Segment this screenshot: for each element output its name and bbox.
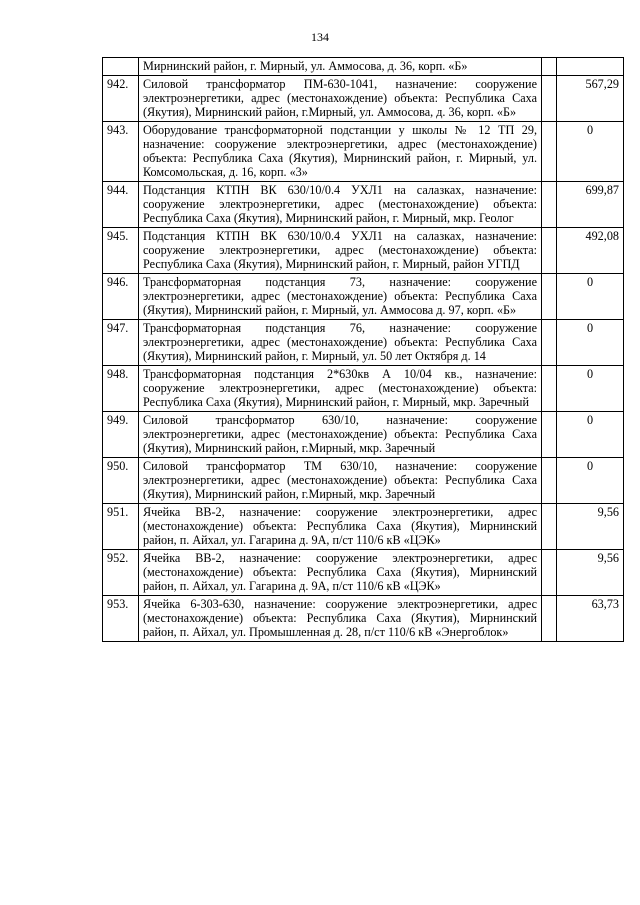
row-value: 0 (557, 366, 624, 412)
row-description: Ячейка 6-303-630, назначение: сооружение электроэнергетики, адрес (местонахождение) объекта: Республика Саха (Якутия), Мирнинский район, п. Айхал, ул. Промышленная д. 28, п/ст 110/6 кВ «Энергоблок» (139, 596, 542, 642)
row-description: Мирнинский район, г. Мирный, ул. Аммосова, д. 36, корп. «Б» (139, 58, 542, 76)
row-description: Ячейка ВВ-2, назначение: сооружение электроэнергетики, адрес (местонахождение) объекта: Республика Саха (Якутия), Мирнинский район, п. Айхал, ул. Гагарина д. 9А, п/ст 110/6 кВ «ЦЭК» (139, 550, 542, 596)
row-value: 9,56 (557, 504, 624, 550)
table-row (103, 228, 624, 274)
row-value: 0 (557, 122, 624, 182)
spacer-cell (542, 182, 557, 228)
spacer-cell (542, 504, 557, 550)
table-row (103, 458, 624, 504)
row-number: 949. (103, 412, 139, 458)
row-number: 953. (103, 596, 139, 642)
spacer-cell (542, 596, 557, 642)
page-number: 134 (311, 30, 329, 44)
row-description: Подстанция КТПН ВК 630/10/0.4 УХЛ1 на салазках, назначение: сооружение электроэнергетики, адрес (местонахождение) объекта: Республика Саха (Якутия), Мирнинский район, г. Мирный, район УГПД (139, 228, 542, 274)
table-row (103, 550, 624, 596)
row-number: 947. (103, 320, 139, 366)
row-number: 948. (103, 366, 139, 412)
table-row (103, 412, 624, 458)
spacer-cell (542, 550, 557, 596)
row-description: Подстанция КТПН ВК 630/10/0.4 УХЛ1 на салазках, назначение: сооружение электроэнергетики, адрес (местонахождение) объекта: Республика Саха (Якутия), Мирнинский район, г. Мирный, мкр. Геолог (139, 182, 542, 228)
row-number: 944. (103, 182, 139, 228)
row-number: 946. (103, 274, 139, 320)
row-value (557, 58, 624, 76)
row-number: 952. (103, 550, 139, 596)
row-description: Силовой трансформатор ПМ-630-1041, назначение: сооружение электроэнергетики, адрес (местонахождение) объекта: Республика Саха (Якутия), Мирнинский район, г.Мирный, ул. Аммосова, д. 36, корп. «Б» (139, 76, 542, 122)
table-row (103, 122, 624, 182)
row-value: 567,29 (557, 76, 624, 122)
row-value: 0 (557, 412, 624, 458)
row-number: 942. (103, 76, 139, 122)
row-value: 0 (557, 274, 624, 320)
table-row (103, 274, 624, 320)
row-number: 943. (103, 122, 139, 182)
row-number (103, 58, 139, 76)
row-value: 492,08 (557, 228, 624, 274)
spacer-cell (542, 412, 557, 458)
row-value: 0 (557, 458, 624, 504)
row-value: 699,87 (557, 182, 624, 228)
row-number: 945. (103, 228, 139, 274)
row-description: Силовой трансформатор 630/10, назначение: сооружение электроэнергетики, адрес (местонахождение) объекта: Республика Саха (Якутия), Мирнинский район, г.Мирный, мкр. Заречный (139, 412, 542, 458)
spacer-cell (542, 122, 557, 182)
property-registry-table (102, 57, 624, 642)
table-row (103, 596, 624, 642)
spacer-cell (542, 274, 557, 320)
spacer-cell (542, 228, 557, 274)
spacer-cell (542, 58, 557, 76)
table-row (103, 320, 624, 366)
row-value: 63,73 (557, 596, 624, 642)
table-row (103, 76, 624, 122)
spacer-cell (542, 76, 557, 122)
table-row (103, 182, 624, 228)
row-description: Трансформаторная подстанция 2*630кв А 10/04 кв., назначение: сооружение электроэнергетики, адрес (местонахождение) объекта: Республика Саха (Якутия), Мирнинский район, г. Мирный, мкр. Заречный (139, 366, 542, 412)
table-row (103, 366, 624, 412)
table-row (103, 504, 624, 550)
row-description: Ячейка ВВ-2, назначение: сооружение электроэнергетики, адрес (местонахождение) объекта: Республика Саха (Якутия), Мирнинский район, п. Айхал, ул. Гагарина д. 9А, п/ст 110/6 кВ «ЦЭК» (139, 504, 542, 550)
row-description: Силовой трансформатор ТМ 630/10, назначение: сооружение электроэнергетики, адрес (местонахождение) объекта: Республика Саха (Якутия), Мирнинский район, г.Мирный, мкр. Заречный (139, 458, 542, 504)
table-row (103, 58, 624, 76)
spacer-cell (542, 320, 557, 366)
row-value: 0 (557, 320, 624, 366)
row-description: Трансформаторная подстанция 76, назначение: сооружение электроэнергетики, адрес (местонахождение) объекта: Республика Саха (Якутия), Мирнинский район, г. Мирный, ул. 50 лет Октября д. 14 (139, 320, 542, 366)
row-value: 9,56 (557, 550, 624, 596)
row-number: 951. (103, 504, 139, 550)
row-number: 950. (103, 458, 139, 504)
row-description: Оборудование трансформаторной подстанции у школы № 12 ТП 29, назначение: сооружение электроэнергетики, адрес (местонахождение) объекта: Республика Саха (Якутия), Мирнинский район, г. Мирный, ул. Комсомольская, д. 16, корп. «3» (139, 122, 542, 182)
row-description: Трансформаторная подстанция 73, назначение: сооружение электроэнергетики, адрес (местонахождение) объекта: Республика Саха (Якутия), Мирнинский район, г. Мирный, ул. Аммосова д. 97, корп. «Б» (139, 274, 542, 320)
spacer-cell (542, 366, 557, 412)
spacer-cell (542, 458, 557, 504)
